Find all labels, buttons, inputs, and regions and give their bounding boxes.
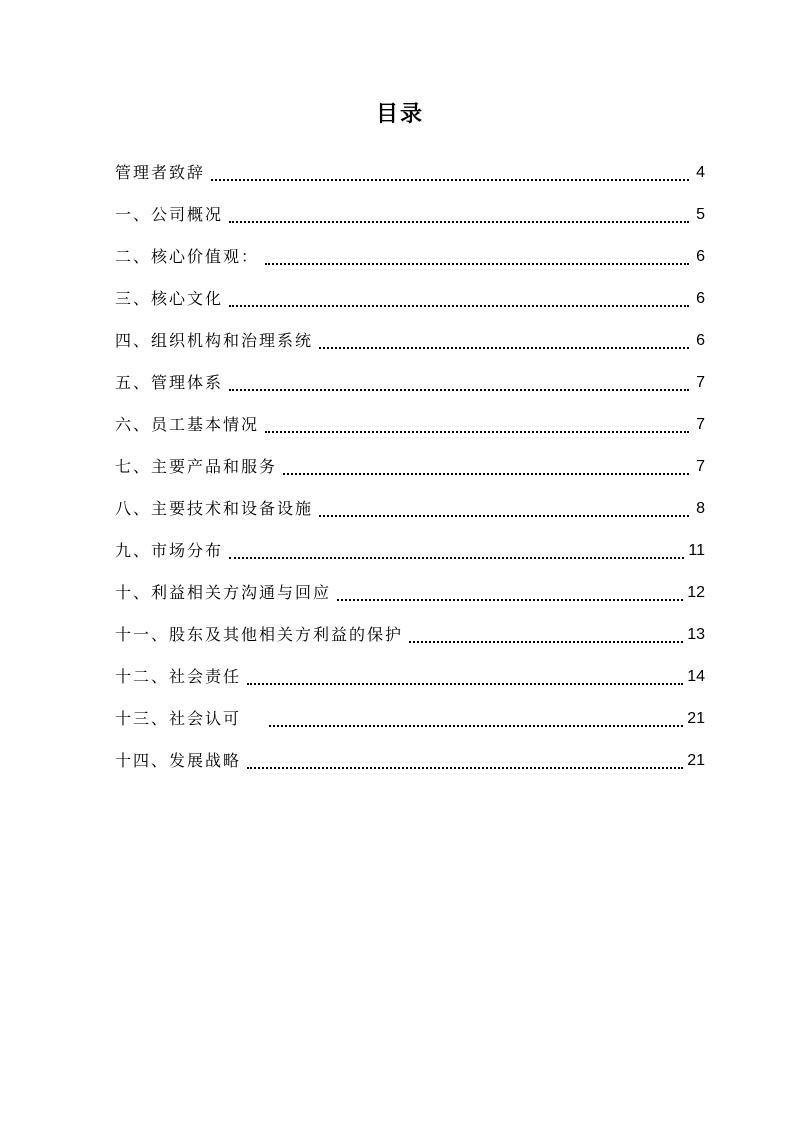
toc-entry-label: 十二、社会责任 — [115, 667, 242, 686]
toc-entry-company-overview[interactable] — [115, 188, 705, 230]
toc-entry-label: 九、市场分布 — [115, 541, 224, 560]
toc-entry-label: 五、管理体系 — [115, 373, 224, 392]
toc-dot-leader — [265, 263, 689, 265]
toc-page-number: 7 — [696, 416, 705, 433]
toc-entry-shareholder-protection[interactable] — [115, 608, 705, 650]
toc-page-number: 21 — [687, 710, 705, 727]
toc-entry-social-recognition[interactable] — [115, 692, 705, 734]
toc-dot-leader — [409, 641, 683, 643]
toc-entry-label: 十、利益相关方沟通与回应 — [115, 583, 332, 602]
toc-entry-technology-facilities[interactable] — [115, 482, 705, 524]
toc-dot-leader — [269, 725, 683, 727]
toc-page-number: 6 — [696, 248, 705, 265]
toc-entry-label: 四、组织机构和治理系统 — [115, 331, 314, 350]
toc-page-number: 13 — [687, 626, 705, 643]
toc-entry-label: 八、主要技术和设备设施 — [115, 499, 314, 518]
toc-entry-market-distribution[interactable] — [115, 524, 705, 566]
toc-dot-leader — [319, 347, 689, 349]
toc-entry-label: 六、员工基本情况 — [115, 415, 260, 434]
toc-entry-development-strategy[interactable] — [115, 734, 705, 776]
toc-dot-leader — [229, 221, 689, 223]
toc-entry-label: 管理者致辞 — [115, 163, 206, 182]
toc-page-number: 21 — [687, 752, 705, 769]
toc-entry-core-values[interactable] — [115, 230, 705, 272]
toc-entry-label: 二、核心价值观： — [115, 247, 260, 266]
toc-page-number: 7 — [696, 374, 705, 391]
toc-entry-label: 三、核心文化 — [115, 289, 224, 308]
toc-entry-stakeholder-communication[interactable] — [115, 566, 705, 608]
toc-entry-management-system[interactable] — [115, 356, 705, 398]
toc-page-number: 5 — [696, 206, 705, 223]
toc-entry-label: 一、公司概况 — [115, 205, 224, 224]
toc-entry-label: 十三、社会认可 — [115, 709, 242, 728]
toc-entry-label: 十一、股东及其他相关方利益的保护 — [115, 625, 404, 644]
toc-entry-social-responsibility[interactable] — [115, 650, 705, 692]
toc-entry-organization-governance[interactable] — [115, 314, 705, 356]
toc-page-number: 12 — [687, 584, 705, 601]
toc-dot-leader — [229, 557, 684, 559]
toc-dot-leader — [247, 683, 683, 685]
toc-dot-leader — [265, 431, 689, 433]
toc-page-number: 6 — [696, 290, 705, 307]
toc-dot-leader — [211, 179, 689, 181]
toc-dot-leader — [229, 305, 689, 307]
toc-list — [115, 146, 705, 776]
toc-page-number: 7 — [696, 458, 705, 475]
toc-entry-label: 七、主要产品和服务 — [115, 457, 278, 476]
toc-dot-leader — [283, 473, 689, 475]
toc-entry-staff-overview[interactable] — [115, 398, 705, 440]
toc-dot-leader — [229, 389, 689, 391]
toc-entry-core-culture[interactable] — [115, 272, 705, 314]
toc-page-number: 14 — [687, 668, 705, 685]
toc-title: 目录 — [375, 102, 424, 127]
toc-entry-management-address[interactable] — [115, 146, 705, 188]
toc-dot-leader — [247, 767, 683, 769]
toc-entry-products-services[interactable] — [115, 440, 705, 482]
toc-entry-label: 十四、发展战略 — [115, 751, 242, 770]
toc-page-number: 6 — [696, 332, 705, 349]
toc-page-number: 4 — [696, 164, 705, 181]
toc-dot-leader — [319, 515, 689, 517]
toc-dot-leader — [337, 599, 683, 601]
toc-page-number: 8 — [696, 500, 705, 517]
toc-page-number: 11 — [688, 542, 705, 559]
